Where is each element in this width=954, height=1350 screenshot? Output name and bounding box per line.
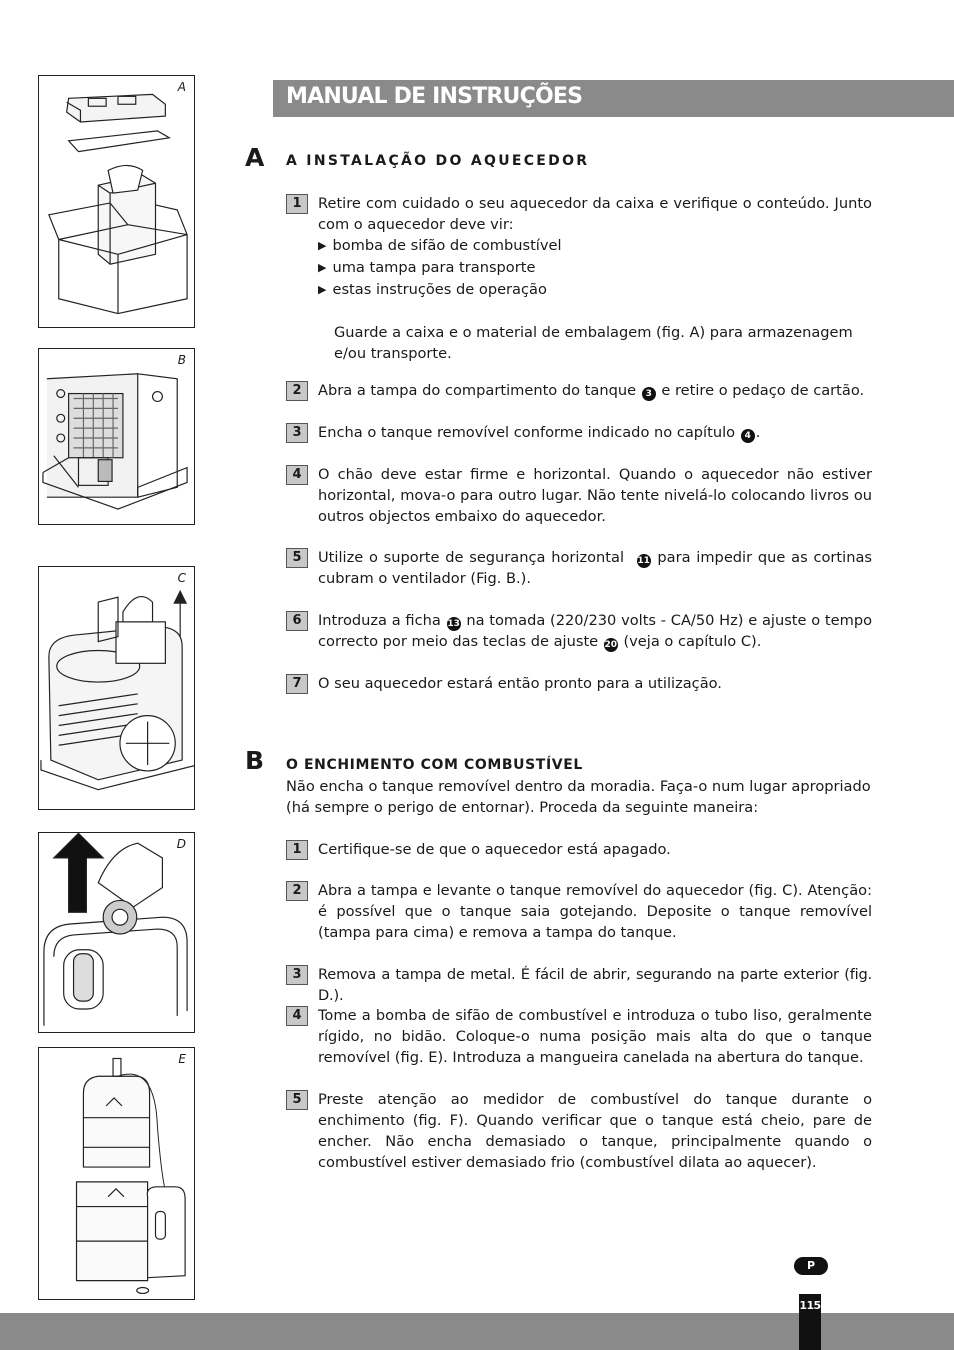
reference-badge: 4 <box>741 429 755 443</box>
figure-d <box>38 832 195 1033</box>
reference-badge: 13 <box>447 619 460 629</box>
step-number: 3 <box>286 965 308 985</box>
step-number: 5 <box>286 1090 308 1110</box>
figure-a-illustration <box>39 76 194 327</box>
step-text: Preste atenção ao medidor de combustível do tanque durante o enchimento (fig. F). Quando verificar que o tanque está cheio, pare de encher. Não encha demasiado o tanque, principalmente quando o combustível estiver demasiado frio (combustível dilata ao aquecer). <box>318 1091 872 1171</box>
page-title: MANUAL DE INSTRUÇÕES <box>286 84 583 109</box>
figure-e-illustration <box>39 1048 194 1299</box>
step-text: e retire o pedaço de cartão. <box>661 382 865 399</box>
step-number: 5 <box>286 548 308 568</box>
page-number: 115 <box>799 1299 821 1312</box>
step-text: Utilize o suporte de segurança horizontal <box>318 549 625 566</box>
bullet-item: ▶ bomba de sifão de combustível <box>318 235 872 257</box>
step-text: para impedir que as cortinas cubram o ventilador (Fig. B.). <box>318 549 872 587</box>
step-text: Introduza a ficha <box>318 612 441 629</box>
step-text: Certifique-se de que o aquecedor está apagado. <box>318 841 671 858</box>
step-text: Abra a tampa e levante o tanque removível do aquecedor (fig. C). Atenção: é possível que o tanque saia gotejando. Deposite o tanque removível (tampa para cima) e remova a tampa do tanque. <box>318 882 872 941</box>
step-text: O chão deve estar firme e horizontal. Quando o aquecedor não estiver horizontal, mova-o para outro lugar. Não tente nivelá-lo colocando livros ou outros objectos embaixo do aquecedor. <box>318 466 872 525</box>
reference-badge: 20 <box>604 640 618 650</box>
step-text: . <box>755 424 761 441</box>
section-b-title: O ENCHIMENTO COM COMBUSTÍVEL <box>286 757 583 773</box>
figure-c-letter: C <box>177 571 186 585</box>
step-text: na tomada (220/230 volts - CA/50 Hz) e ajuste o tempo correcto por meio das teclas de ajuste <box>318 612 873 650</box>
step-text: Abra a tampa do compartimento do tanque <box>318 382 637 399</box>
step-text: Encha o tanque removível conforme indicado no capítulo <box>318 424 736 441</box>
section-b-intro: Não encha o tanque removível dentro da moradia. Faça-o num lugar apropriado (há sempre o perigo de entornar). Proceda da seguinte maneira: <box>286 778 871 816</box>
step-text: Remova a tampa de metal. É fácil de abrir, segurando na parte exterior (fig. D.). <box>318 966 872 1004</box>
figure-a-letter: A <box>177 80 186 94</box>
figure-e-letter: E <box>178 1052 186 1066</box>
figure-b-illustration <box>39 349 194 524</box>
step-number: 1 <box>286 840 308 860</box>
packaging-note: Guarde a caixa e o material de embalagem (fig. A) para armazenagem e/ou transporte. <box>334 324 853 362</box>
figure-d-letter: D <box>176 837 186 851</box>
step-number: 1 <box>286 194 308 214</box>
figure-b-letter: B <box>177 353 186 367</box>
figure-e <box>38 1047 195 1300</box>
reference-badge: 3 <box>642 387 656 401</box>
language-badge: P <box>794 1257 828 1275</box>
step-text: Tome a bomba de sifão de combustível e introduza o tubo liso, geralmente rígido, no bidão. Coloque-o numa posição mais alta do que o tanque removível (fig. E). Introduza a mangueira canelada na abertura do tanque. <box>318 1007 872 1066</box>
step-number: 6 <box>286 611 308 631</box>
title-bar <box>273 80 954 117</box>
step-text: O seu aquecedor estará então pronto para a utilização. <box>318 675 722 692</box>
bullet-item: ▶ estas instruções de operação <box>318 279 872 301</box>
step-number: 7 <box>286 674 308 694</box>
step-number: 4 <box>286 465 308 485</box>
section-a-title: A INSTALAÇÃO DO AQUECEDOR <box>286 153 590 169</box>
figure-b <box>38 348 195 525</box>
figure-c <box>38 566 195 810</box>
step-number: 2 <box>286 881 308 901</box>
step-text: Retire com cuidado o seu aquecedor da caixa e verifique o conteúdo. Junto com o aquecedor deve vir: <box>318 195 872 233</box>
section-b-letter: B <box>245 746 265 775</box>
reference-badge: 11 <box>637 556 650 566</box>
bullet-item: ▶ uma tampa para transporte <box>318 257 872 279</box>
figure-c-illustration <box>39 567 194 809</box>
step-number: 3 <box>286 423 308 443</box>
figure-d-illustration <box>39 833 194 1032</box>
step-number: 4 <box>286 1006 308 1026</box>
figure-a <box>38 75 195 328</box>
step-text: (veja o capítulo C). <box>623 633 762 650</box>
section-a-letter: A <box>245 143 265 172</box>
step-number: 2 <box>286 381 308 401</box>
